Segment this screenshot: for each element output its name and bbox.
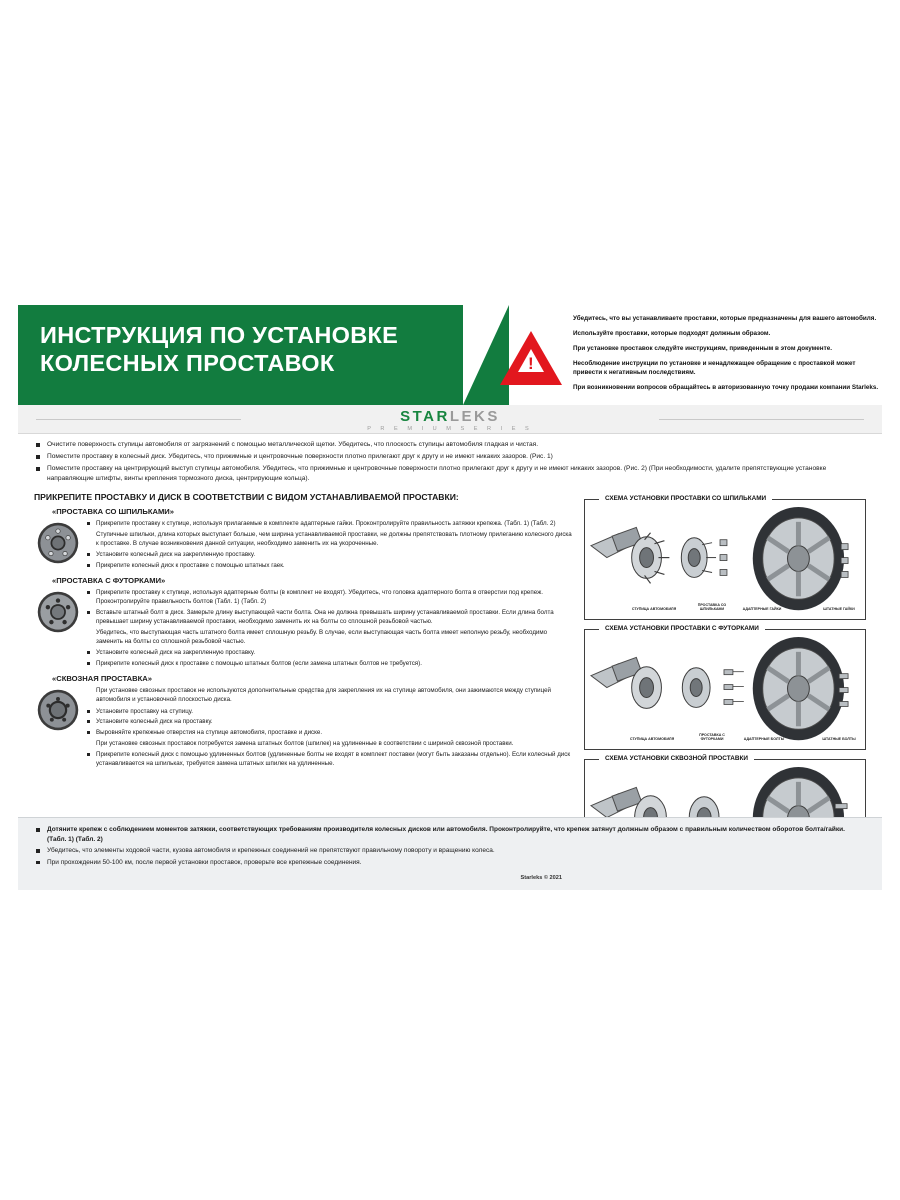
section-note: Убедитесь, что выступающая часть штатного болта имеет сплошную резьбу. В случае, если выступающая часть болта имеет неполную резьбу, необходимо заменить на болты со сплошной резьбовой частью. bbox=[96, 628, 548, 646]
diagram-caption: ШТАТНЫЕ ГАЙКИ bbox=[823, 607, 855, 612]
section-item: Выровняйте крепежные отверстия на ступице автомобиля, проставке и диске. bbox=[86, 728, 574, 737]
left-column bbox=[34, 507, 574, 774]
footer-bullet: При прохождении 50-100 км, после первой установки проставок, проверьте все крепежные соединения. bbox=[34, 858, 866, 868]
section-item: Прикрепите колесный диск к проставке с помощью штатных гаек. bbox=[86, 561, 574, 570]
diagram-panel-studs bbox=[584, 495, 866, 620]
section-note: Ступичные шпильки, длина которых выступает больше, чем ширина устанавливаемой проставки, не должны препятствовать плотному прилеганию колесного диска к проставке. В случае возникновения данной ситуации, необходимо заменить их на укороченные. bbox=[96, 530, 572, 547]
header-notes-list bbox=[573, 314, 881, 398]
intro-bullet-list bbox=[18, 434, 882, 488]
section-studs bbox=[34, 507, 574, 570]
brand-logo bbox=[18, 408, 882, 432]
diagram-caption: ПРОСТАВКА С ФУТОРКАМИ bbox=[699, 732, 725, 742]
header-note: Используйте проставки, которые подходят должным образом. bbox=[573, 329, 771, 337]
section-bushings bbox=[34, 576, 574, 668]
section-body bbox=[86, 519, 574, 570]
diagram-bushings bbox=[585, 630, 865, 748]
diagram-caption: ШТАТНЫЕ БОЛТЫ bbox=[822, 737, 856, 742]
page-title-line2: КОЛЕСНЫХ ПРОСТАВОК bbox=[40, 350, 335, 376]
diagram-studs bbox=[585, 500, 865, 618]
brand-name-part1: STAR bbox=[400, 408, 450, 425]
brand-tagline: P R E M I U M S E R I E S bbox=[367, 426, 533, 432]
page-title bbox=[40, 321, 460, 377]
section-title: «СКВОЗНАЯ ПРОСТАВКА» bbox=[52, 674, 152, 684]
diagram-caption: СТУПИЦА АВТОМОБИЛЯ bbox=[629, 737, 675, 742]
diagram-caption: АДАПТЕРНЫЕ ГАЙКИ bbox=[742, 607, 782, 612]
section-item: Установите колесный диск на закрепленную проставку. bbox=[86, 648, 574, 657]
section-through bbox=[34, 674, 574, 768]
section-item: Прикрепите проставку к ступице, используя адаптерные болты (в комплект не входят). Убедитесь, что головка адаптерного болта в отверстии под крепеж. Проконтролируйте правильность болтов (Табл. 1) (Табл. 2) bbox=[86, 588, 574, 606]
diagram-panel-bushings bbox=[584, 625, 866, 750]
section-item: Вставьте штатный болт в диск. Замерьте длину выступающей части болта. Она не должна превышать ширину устанавливаемой проставки. Если длина болта превышает ширину устанавливаемой проставки, необходимо заменить их на болты со сплошной резьбовой частью. bbox=[86, 608, 574, 626]
header-note: При возникновении вопросов обращайтесь в авторизованную точку продажи компании Starleks. bbox=[573, 384, 879, 392]
copyright: Starleks © 2021 bbox=[520, 875, 562, 881]
header-note: При установке проставок следуйте инструкциям, приведенным в этом документе. bbox=[573, 344, 832, 352]
brand-bar bbox=[18, 405, 882, 434]
footer-bullet: Убедитесь, что элементы ходовой части, кузова автомобиля и крепежных соединений не препятствуют правильному повороту и вращению колеса. bbox=[34, 846, 866, 856]
section-lead-text: ПРИКРЕПИТЕ ПРОСТАВКУ И ДИСК В СООТВЕТСТВИИ С ВИДОМ УСТАНАВЛИВАЕМОЙ ПРОСТАВКИ: bbox=[34, 492, 459, 502]
warning-exclamation-icon: ! bbox=[528, 354, 534, 373]
footer bbox=[18, 817, 882, 890]
footer-bullet-list bbox=[18, 818, 882, 867]
section-item: Прикрепите колесный диск к проставке с помощью штатных болтов (если замена штатных болтов не требуется). bbox=[86, 659, 574, 668]
header-note: Несоблюдение инструкции по установке и ненадлежащее обращение с проставкой может привести к негативным последствиям. bbox=[573, 359, 856, 377]
instruction-sheet bbox=[18, 305, 882, 890]
brand-name-part2: LEKS bbox=[449, 408, 500, 425]
diagram-caption: АДАПТЕРНЫЕ БОЛТЫ bbox=[743, 737, 785, 742]
panel-title: СХЕМА УСТАНОВКИ ПРОСТАВКИ СО ШПИЛЬКАМИ bbox=[599, 495, 772, 502]
section-note: При установке сквозных проставок не используются дополнительные средства для закрепления их на ступице автомобиля, они зажимаются между ступицей автомобиля и установочной плоскостью диска. bbox=[96, 687, 551, 704]
intro-bullet: Поместите проставку на центрирующий выступ ступицы автомобиля. Убедитесь, что прижимные и центровочные поверхности плотно прилегают друг к другу и не имеют никаких зазоров. (Рис. 2) (При необходимости, удалите препятствующие установке направляющие штифты, винты крепления тормозного диска, центрирующие кольца). bbox=[34, 464, 866, 484]
intro-bullet: Поместите проставку в колесный диск. Убедитесь, что прижимные и центровочные поверхности плотно прилегают друг к другу и не имеют никаких зазоров. (Рис. 1) bbox=[34, 452, 866, 462]
footer-bullet: Дотяните крепеж с соблюдением моментов затяжки, соответствующих требованиям производителя колесных дисков или автомобиля. Проконтролируйте, что крепеж затянут должным образом с правильным количеством оборотов болта/гайки. (Табл. 1) (Табл. 2) bbox=[34, 825, 866, 844]
page-title-line1: ИНСТРУКЦИЯ ПО УСТАНОВКЕ bbox=[40, 322, 399, 348]
section-body bbox=[86, 588, 574, 668]
header bbox=[18, 305, 882, 405]
section-note: При установке сквозных проставок потребуется замена штатных болтов (шпилек) на удлиненные в соответствии с шириной сквозной проставки. bbox=[96, 739, 514, 747]
diagram-caption: ПРОСТАВКА СО ШПИЛЬКАМИ bbox=[697, 602, 727, 612]
section-item: Прикрепите проставку к ступице, используя прилагаемые в комплекте адаптерные гайки. Проконтролируйте правильность затяжки крепежа. (Табл. 1) (Табл. 2) bbox=[86, 519, 574, 528]
section-item: Прикрепите колесный диск с помощью удлиненных болтов (удлиненные болты не входят в комплект поставки (могут быть заказаны отдельно). Если колесный диск устанавливается на шпильках, требуется замена штатных шпилек на удлиненные. bbox=[86, 750, 574, 768]
section-title: «ПРОСТАВКА СО ШПИЛЬКАМИ» bbox=[52, 507, 174, 516]
header-note: Убедитесь, что вы устанавливаете проставки, которые предназначены для вашего автомобиля. bbox=[573, 315, 877, 322]
through-spacer-photo bbox=[36, 688, 80, 732]
section-item: Установите колесный диск на закрепленную проставку. bbox=[86, 550, 574, 559]
header-notes-block bbox=[473, 305, 882, 405]
intro-bullet: Очистите поверхность ступицы автомобиля от загрязнений с помощью металлической щетки. Убедитесь, что плоскость ступицы автомобиля гладкая и чистая. bbox=[34, 440, 866, 450]
section-item: Установите колесный диск на проставку. bbox=[86, 717, 574, 726]
panel-title: СХЕМА УСТАНОВКИ СКВОЗНОЙ ПРОСТАВКИ bbox=[599, 755, 754, 762]
panel-title: СХЕМА УСТАНОВКИ ПРОСТАВКИ С ФУТОРКАМИ bbox=[599, 625, 765, 632]
diagram-caption: СТУПИЦА АВТОМОБИЛЯ bbox=[631, 607, 677, 612]
section-body bbox=[86, 686, 574, 768]
section-title: «ПРОСТАВКА С ФУТОРКАМИ» bbox=[52, 576, 166, 586]
spacer-with-bushings-photo bbox=[36, 590, 80, 634]
spacer-with-studs-photo bbox=[36, 521, 80, 565]
section-item: Установите проставку на ступицу. bbox=[86, 707, 574, 716]
